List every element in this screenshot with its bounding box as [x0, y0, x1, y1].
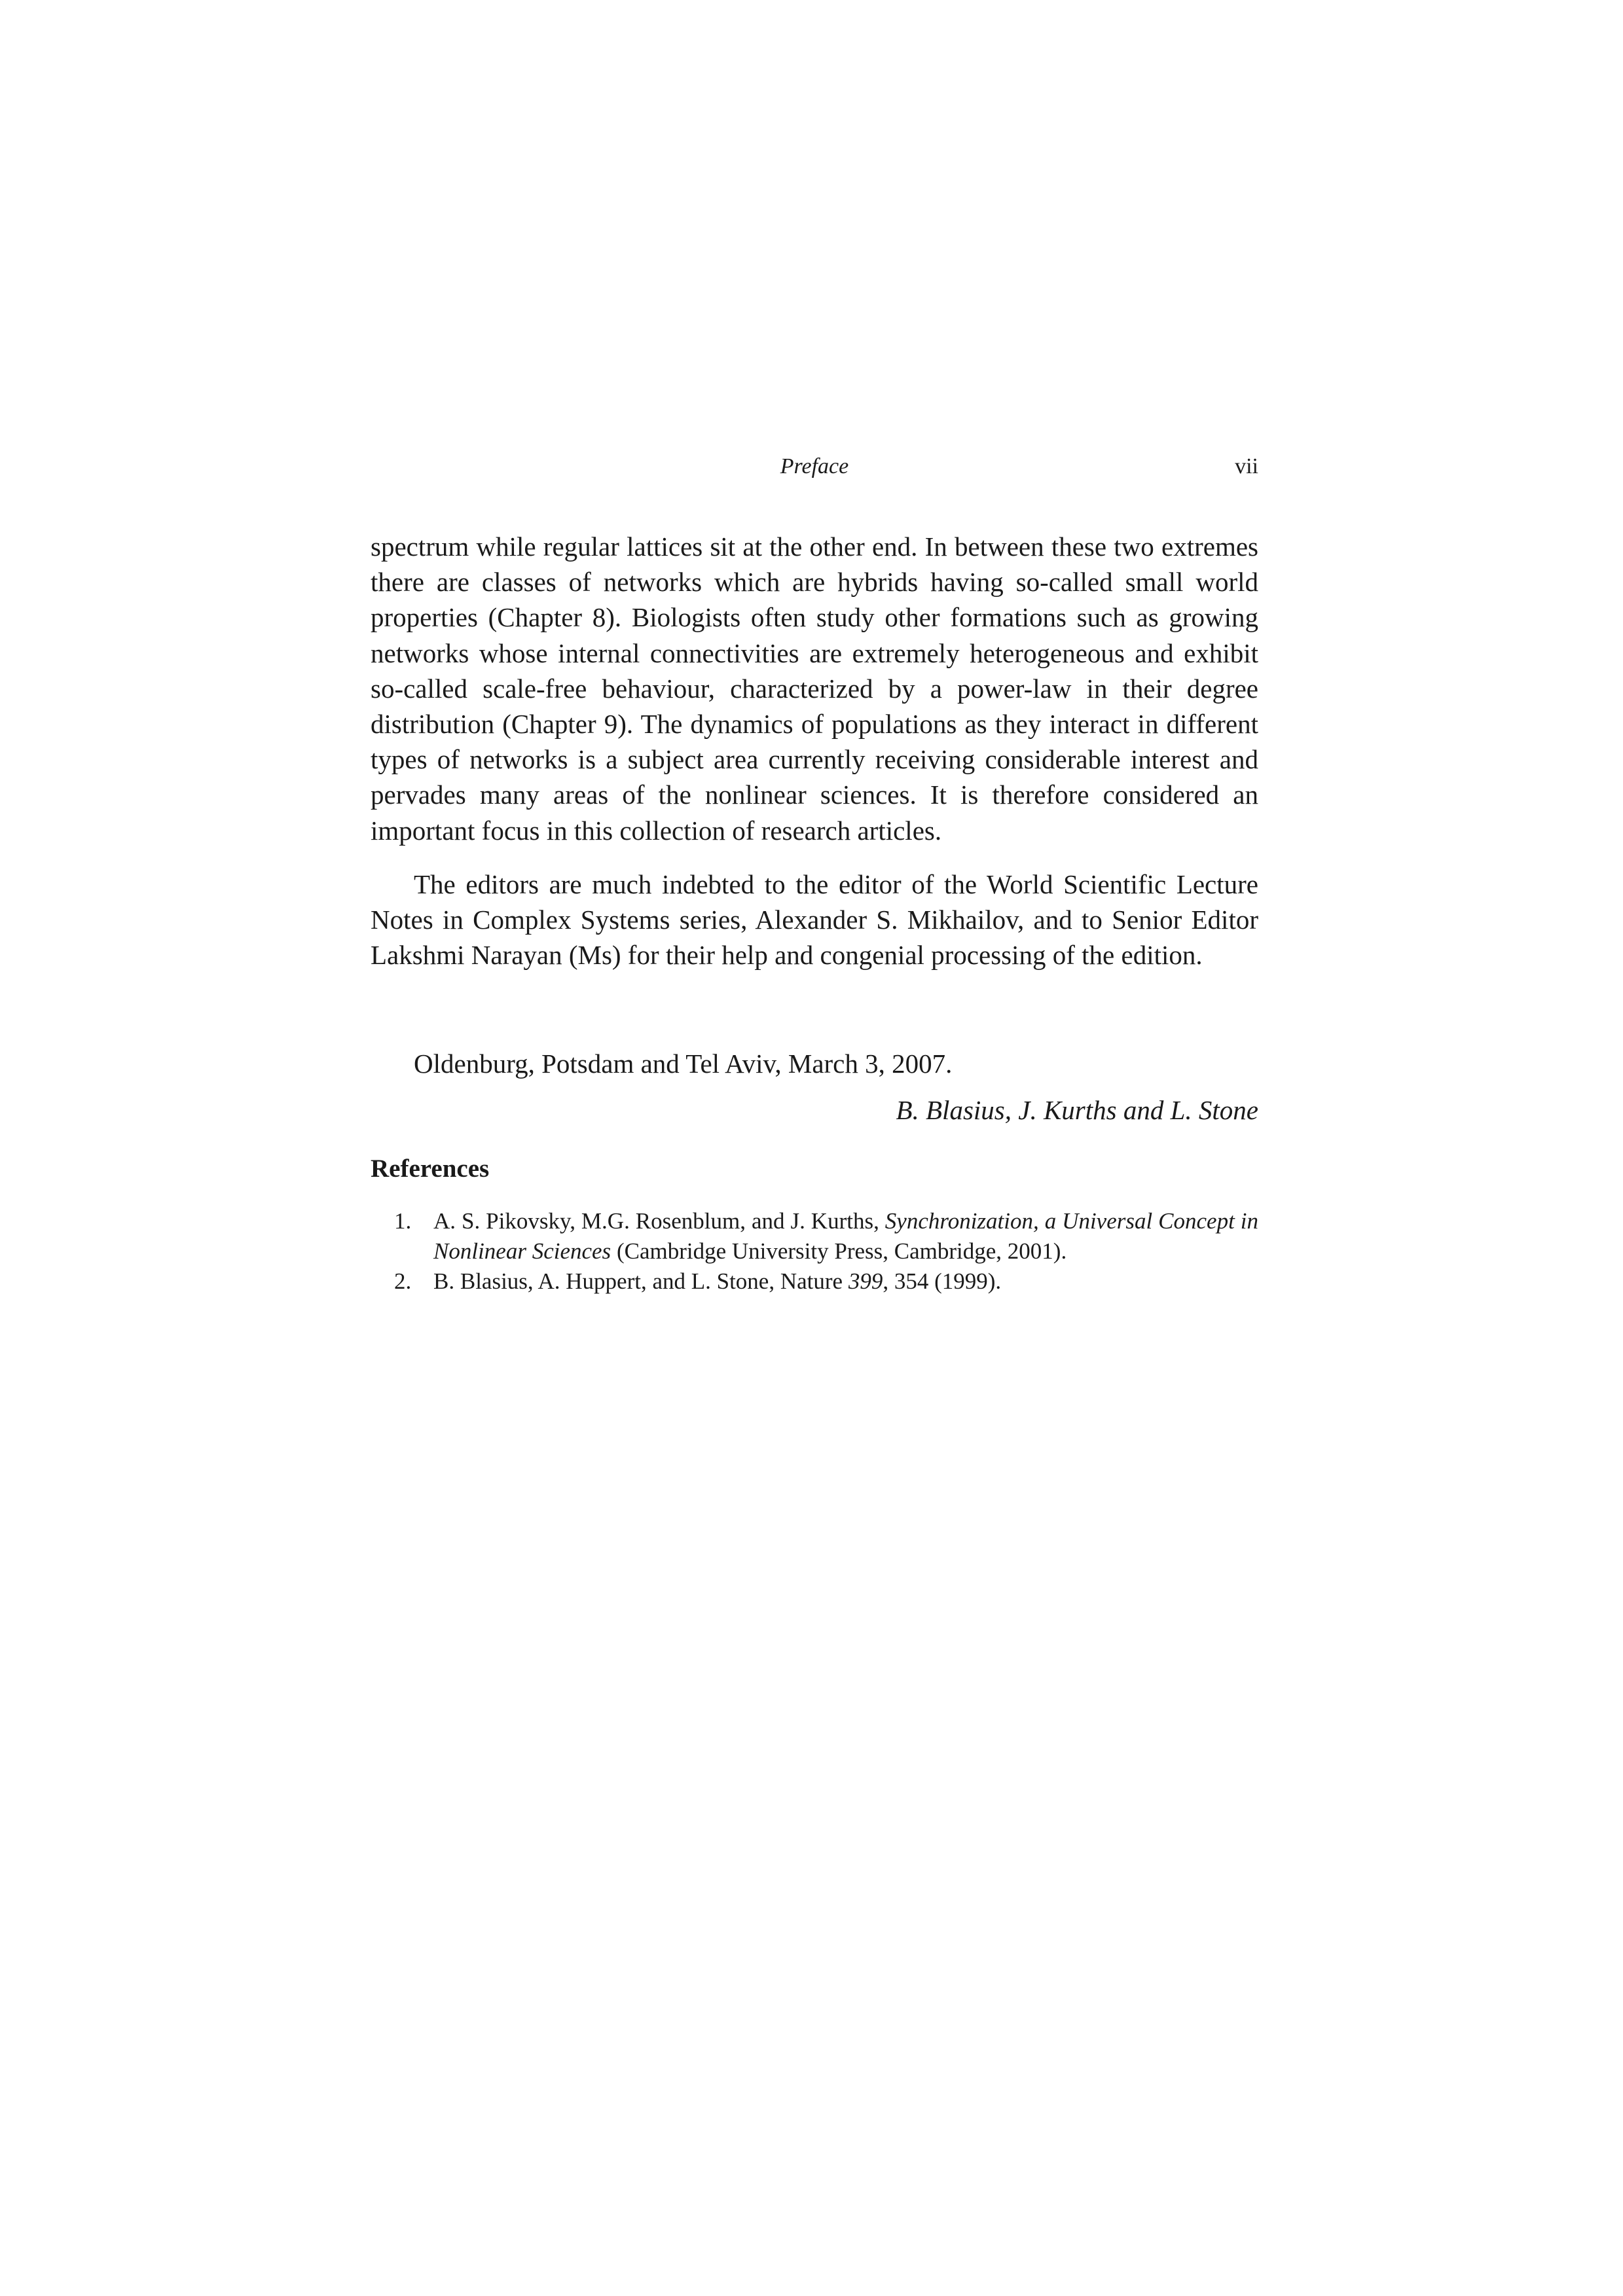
reference-volume: 399	[848, 1268, 883, 1295]
running-title: Preface	[780, 454, 849, 478]
reference-item	[371, 1266, 1258, 1297]
reference-authors: B. Blasius, A. Huppert, and L. Stone, Nature	[433, 1268, 848, 1295]
body-text	[371, 529, 1258, 1297]
reference-number: 1.	[394, 1208, 412, 1234]
running-head	[371, 454, 1258, 487]
reference-item	[371, 1206, 1258, 1266]
reference-title: Synchronization, a Universal Concept in Nonlinear Sciences	[433, 1208, 1258, 1265]
paragraph-acknowledgement: The editors are much indebted to the editor of the World Scientific Lecture Notes in Complex Systems series, Alexander S. Mikhailov, and to Senior Editor Lakshmi Narayan (Ms) for their help and congenial processing of the edition.	[371, 869, 1258, 971]
paragraph-continuation: spectrum while regular lattices sit at the other end. In between these two extremes there are classes of networks which are hybrids having so-called small world properties (Chapter 8). Biologists often study other formations such as growing networks whose internal connectivities are extremely heterogeneous and exhibit so-called scale-free behaviour, characterized by a power-law in their degree distribution (Chapter 9). The dynamics of populations as they interact in different types of networks is a subject area currently receiving considerable interest and pervades many areas of the nonlinear sciences. It is therefore considered an important focus in this collection of research articles.	[371, 531, 1258, 846]
reference-publication: , 354 (1999).	[883, 1268, 1002, 1295]
author-signature: B. Blasius, J. Kurths and L. Stone	[896, 1094, 1258, 1125]
reference-publication: (Cambridge University Press, Cambridge, 2001).	[611, 1238, 1067, 1265]
references-heading: References	[371, 1154, 490, 1183]
place-date: Oldenburg, Potsdam and Tel Aviv, March 3, 2007.	[414, 1049, 953, 1079]
reference-list	[371, 1206, 1258, 1297]
page-number: vii	[1235, 454, 1258, 478]
reference-authors: A. S. Pikovsky, M.G. Rosenblum, and J. Kurths,	[433, 1208, 885, 1234]
reference-number: 2.	[394, 1268, 412, 1295]
